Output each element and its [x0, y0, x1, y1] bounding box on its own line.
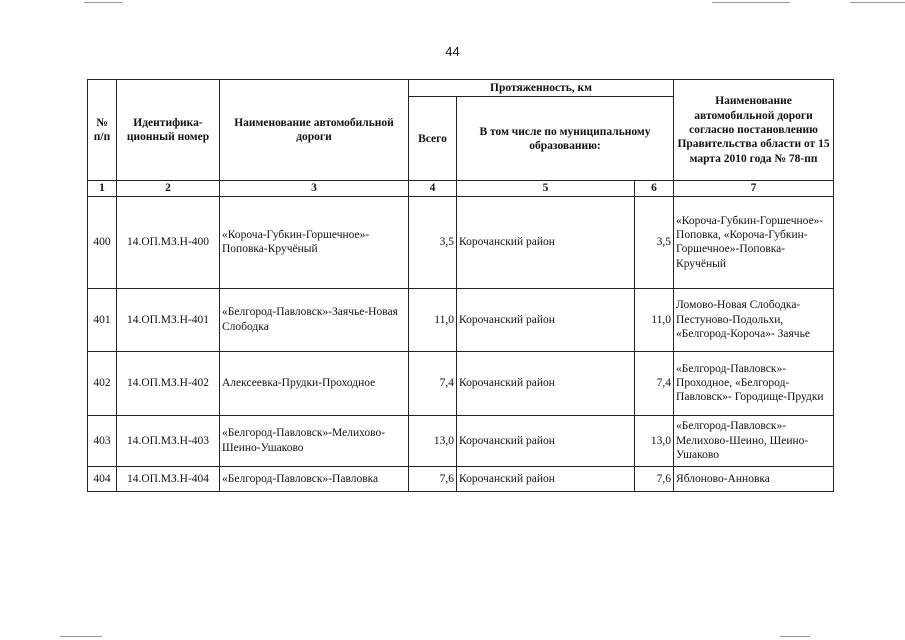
column-number: 1: [88, 181, 117, 196]
column-numbers-row: [88, 181, 834, 196]
row-district-length: 7,6: [635, 466, 674, 491]
header-road-name: Наименование автомобильной дороги: [220, 80, 409, 181]
header-total: Всего: [409, 97, 457, 181]
roads-table: [87, 79, 834, 492]
table-row: [88, 288, 834, 351]
table-row: [88, 415, 834, 466]
table-row: [88, 466, 834, 491]
scan-edge-mark: [84, 2, 122, 3]
scan-edge-mark: [712, 2, 790, 3]
row-district-length: 3,5: [635, 196, 674, 288]
table-row: [88, 196, 834, 288]
page-number: 44: [445, 44, 460, 59]
header-id: Идентифика-ционный номер: [117, 80, 220, 181]
row-road-name: «Белгород-Павловск»-Мелихово-Шеино-Ушаково: [220, 415, 409, 466]
column-number: 2: [117, 181, 220, 196]
row-total: 7,6: [409, 466, 457, 491]
row-total: 13,0: [409, 415, 457, 466]
row-decree-name: «Короча-Губкин-Горшечное»-Поповка, «Короча-Губкин-Горшечное»-Поповка-Кручёный: [674, 196, 834, 288]
row-district: Корочанский район: [457, 351, 635, 415]
row-decree-name: «Белгород-Павловск»-Мелихово-Шеино, Шеино-Ушаково: [674, 415, 834, 466]
row-id: 14.ОП.МЗ.Н-403: [117, 415, 220, 466]
row-id: 14.ОП.МЗ.Н-404: [117, 466, 220, 491]
row-district: Корочанский район: [457, 415, 635, 466]
row-road-name: «Белгород-Павловск»-Заячье-Новая Слободка: [220, 288, 409, 351]
row-road-name: Алексеевка-Прудки-Проходное: [220, 351, 409, 415]
row-district-length: 7,4: [635, 351, 674, 415]
row-district-length: 11,0: [635, 288, 674, 351]
row-district: Корочанский район: [457, 196, 635, 288]
scan-edge-mark: [780, 636, 810, 637]
row-num: 404: [88, 466, 117, 491]
header-row: [88, 80, 834, 97]
column-number: 3: [220, 181, 409, 196]
header-length: Протяженность, км: [409, 80, 674, 97]
row-total: 11,0: [409, 288, 457, 351]
row-id: 14.ОП.МЗ.Н-402: [117, 351, 220, 415]
row-decree-name: Ломово-Новая Слободка-Пестуново-Подольхи, «Белгород-Короча»- Заячье: [674, 288, 834, 351]
row-district: Корочанский район: [457, 288, 635, 351]
header-decree-name: Наименование автомобильной дороги согласно постановлению Правительства области от 15 марта 2010 года № 78-пп: [674, 80, 834, 181]
column-number: 5: [457, 181, 635, 196]
row-road-name: «Короча-Губкин-Горшечное»-Поповка-Кручёный: [220, 196, 409, 288]
column-number: 4: [409, 181, 457, 196]
scan-edge-mark: [60, 636, 102, 637]
row-road-name: «Белгород-Павловск»-Павловка: [220, 466, 409, 491]
row-num: 402: [88, 351, 117, 415]
row-id: 14.ОП.МЗ.Н-401: [117, 288, 220, 351]
column-number: 6: [635, 181, 674, 196]
row-district: Корочанский район: [457, 466, 635, 491]
scan-edge-mark: [850, 2, 905, 3]
column-number: 7: [674, 181, 834, 196]
row-num: 400: [88, 196, 117, 288]
row-id: 14.ОП.МЗ.Н-400: [117, 196, 220, 288]
header-municipal: В том числе по муниципальному образованию:: [457, 97, 674, 181]
header-num: № п/п: [88, 80, 117, 181]
table-row: [88, 351, 834, 415]
row-decree-name: «Белгород-Павловск»-Проходное, «Белгород-Павловск»- Городище-Прудки: [674, 351, 834, 415]
row-district-length: 13,0: [635, 415, 674, 466]
row-num: 403: [88, 415, 117, 466]
row-num: 401: [88, 288, 117, 351]
row-total: 7,4: [409, 351, 457, 415]
row-decree-name: Яблоново-Анновка: [674, 466, 834, 491]
row-total: 3,5: [409, 196, 457, 288]
